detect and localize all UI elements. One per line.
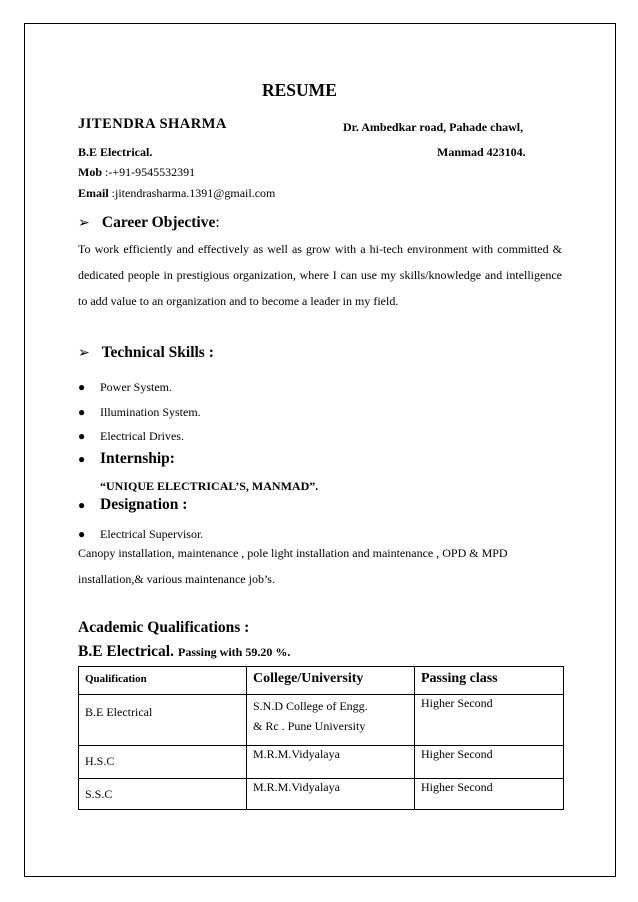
college-cell: M.R.M.Vidyalaya xyxy=(247,746,415,779)
mobile-value: :-+91-9545532391 xyxy=(105,165,196,179)
bullet-icon: ● xyxy=(78,527,86,541)
academic-passing: Passing with 59.20 %. xyxy=(178,645,291,659)
designation-heading-text: Designation : xyxy=(100,496,188,513)
table-row xyxy=(79,746,564,779)
skill-item xyxy=(78,380,172,395)
email-value: :jitendrasharma.1391@gmail.com xyxy=(111,186,276,200)
bullet-icon: ● xyxy=(78,452,86,466)
page-border xyxy=(24,23,616,877)
internship-heading-text: Internship: xyxy=(100,450,175,467)
internship-heading xyxy=(78,450,175,468)
skill-label: Power System. xyxy=(100,380,172,394)
table-header-cell xyxy=(415,667,564,695)
skills-heading-text: Technical Skills : xyxy=(101,344,214,361)
table-header-cell xyxy=(79,667,247,695)
address-line-2: Manmad 423104. xyxy=(437,145,526,159)
bullet-icon: ● xyxy=(78,405,86,419)
mobile-label: Mob xyxy=(78,165,102,179)
college-line: & Rc . Pune University xyxy=(253,719,366,733)
career-heading-text: Career Objective xyxy=(101,214,216,231)
arrow-bullet-icon: ➢ xyxy=(78,346,90,361)
designation-role-label: Electrical Supervisor. xyxy=(100,527,204,541)
email-label: Email xyxy=(78,186,109,200)
table-row xyxy=(79,779,564,810)
career-objective-heading xyxy=(78,214,220,232)
skill-item xyxy=(78,405,201,420)
degree-line: B.E Electrical. xyxy=(78,145,153,159)
table-header-cell xyxy=(247,667,415,695)
mobile-line xyxy=(78,165,195,180)
qualification-cell: B.E Electrical xyxy=(79,695,247,746)
class-cell: Higher Second xyxy=(415,695,564,746)
academic-degree: B.E Electrical. xyxy=(78,643,174,660)
college-cell: M.R.M.Vidyalaya xyxy=(247,779,415,810)
arrow-bullet-icon: ➢ xyxy=(78,216,90,231)
career-heading-colon: : xyxy=(215,214,220,231)
skill-item xyxy=(78,429,184,444)
header-label: Qualification xyxy=(85,673,147,685)
academic-degree-line xyxy=(78,643,290,661)
table-header-row xyxy=(79,667,564,695)
class-cell: Higher Second xyxy=(415,779,564,810)
technical-skills-heading xyxy=(78,344,214,362)
bullet-icon: ● xyxy=(78,429,86,443)
bullet-icon: ● xyxy=(78,498,86,512)
qualification-cell: H.S.C xyxy=(79,746,247,779)
applicant-name: JITENDRA SHARMA xyxy=(78,116,227,132)
college-line: S.N.D College of Engg. xyxy=(253,699,368,713)
class-cell: Higher Second xyxy=(415,746,564,779)
internship-company: “UNIQUE ELECTRICAL’S, MANMAD”. xyxy=(100,479,319,493)
career-objective-text: To work efficiently and effectively as well as grow with a hi-tech environment with committed & dedicated people in prestigious organization, where I can use my skills/knowledge and intelligence to add value to an organization and to become a leader in my field. xyxy=(78,242,562,308)
bullet-icon: ● xyxy=(78,380,86,394)
academic-heading: Academic Qualifications : xyxy=(78,619,250,636)
header-label: Passing class xyxy=(421,671,498,686)
document-title: RESUME xyxy=(262,80,337,100)
skill-label: Illumination System. xyxy=(100,405,201,419)
skill-label: Electrical Drives. xyxy=(100,429,184,443)
designation-description: Canopy installation, maintenance , pole light installation and maintenance , OPD & MPD installation,& various maintenance job’s. xyxy=(78,546,508,586)
email-line xyxy=(78,186,275,201)
qualification-cell: S.S.C xyxy=(79,779,247,810)
address-line-1: Dr. Ambedkar road, Pahade chawl, xyxy=(343,120,524,134)
header-label: College/University xyxy=(253,671,364,686)
qualifications-table xyxy=(78,666,564,810)
designation-heading xyxy=(78,496,187,514)
college-cell xyxy=(247,695,415,746)
table-row xyxy=(79,695,564,746)
